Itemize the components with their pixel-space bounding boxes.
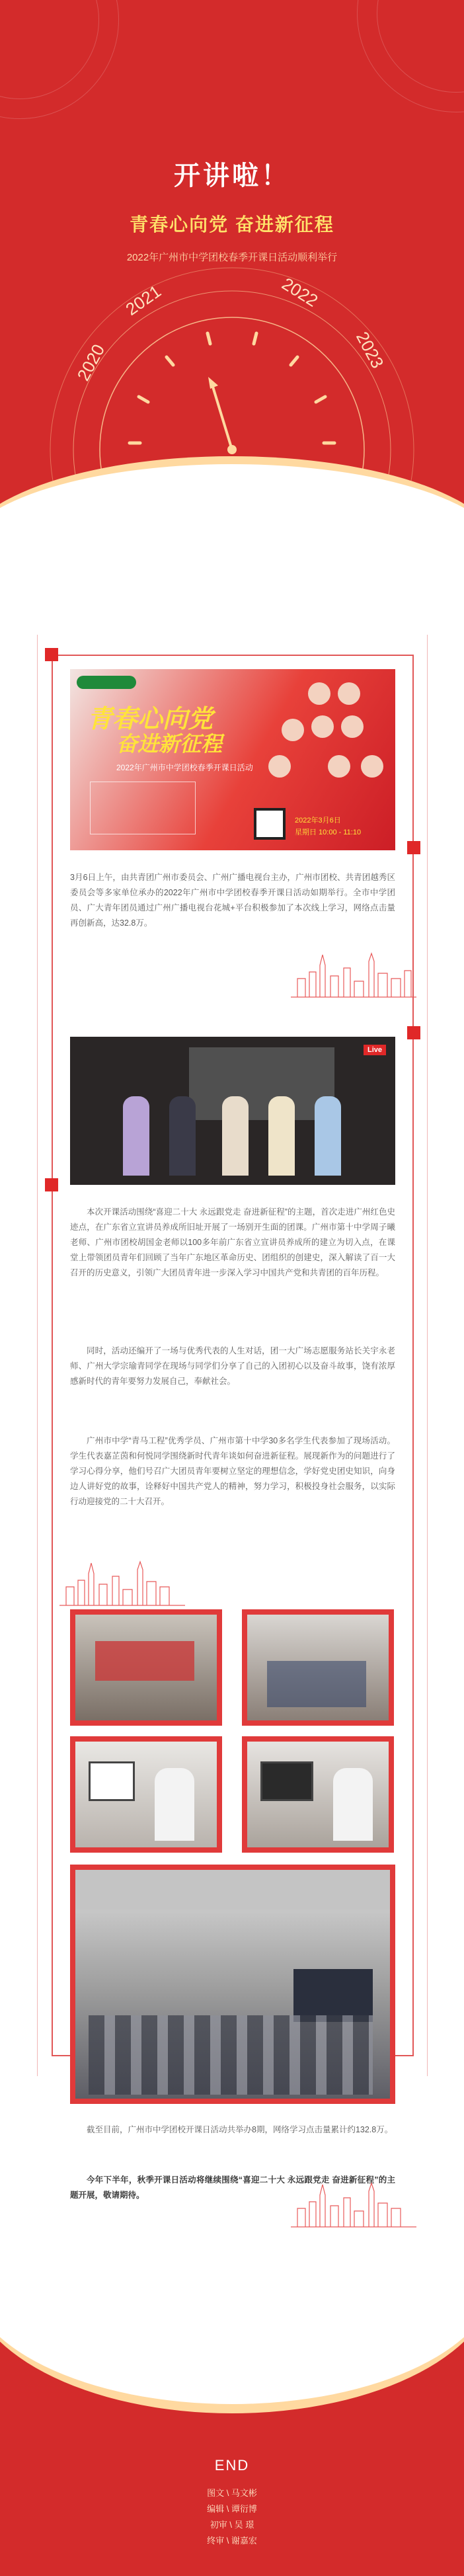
corner-marker [45, 648, 58, 661]
classroom-photo [75, 1615, 217, 1720]
student-computer-photo [247, 1742, 389, 1847]
city-skyline-decoration [291, 952, 416, 998]
poster-list-box [90, 782, 196, 834]
student-computer-photo-frame [70, 1736, 222, 1853]
qr-code [254, 808, 286, 840]
corner-marker [407, 841, 420, 854]
divider-line [427, 635, 428, 2076]
credit-line: 终审 \ 谢嘉宏 [207, 2536, 257, 2546]
poster-time: 星期日 10:00 - 11:10 [295, 828, 362, 836]
credit-line: 图文 \ 马文彬 [207, 2488, 257, 2498]
speaker-figure [315, 1096, 341, 1176]
speaker-portraits [268, 682, 387, 808]
footer-top-arc [0, 2327, 464, 2413]
corner-marker [45, 1178, 58, 1191]
article-paragraph-3: 同时，活动还编开了一场与优秀代表的人生对话，团一大广场志愿服务站长关宇永老师、广州大学宗瑜青同学在现场与同学们分享了自己的入团初心以及奋斗故事，饶有浓厚感新时代的青年要努力发展自己，奉献社会。 [70, 1346, 395, 1386]
lecture-hall-photo-frame [70, 1865, 395, 2104]
credit-line: 编辑 \ 谭衍博 [207, 2504, 257, 2514]
league-logo [77, 676, 136, 689]
live-badge: Live [364, 1045, 386, 1055]
dial-label-2020: 2020 [73, 341, 109, 384]
article-paragraph-6: 今年下半年，秋季开课日活动将继续围绕“喜迎二十大 永远跟党走 奋进新征程”的主题开展，敬请期待。 [70, 2175, 395, 2200]
footer-banner [0, 2327, 464, 2576]
dial-label-2022: 2022 [278, 273, 322, 311]
student-computer-photo [75, 1742, 217, 1847]
classroom-photo [247, 1615, 389, 1720]
classroom-photo-frame [242, 1609, 394, 1726]
lecture-hall-photo [75, 1870, 390, 2099]
city-skyline-decoration [59, 1560, 185, 1607]
speaker-figure [222, 1096, 249, 1176]
city-skyline-decoration [291, 2182, 416, 2228]
page-title: 开讲啦！ [174, 161, 290, 190]
end-marker: END [214, 2457, 250, 2474]
classroom-photo-frame [70, 1609, 222, 1726]
studio-photo [70, 1037, 395, 1185]
poster-title-line1: 青春心向党 [87, 705, 213, 733]
speaker-figure [268, 1096, 295, 1176]
credit-line: 初审 \ 吴 璟 [210, 2520, 254, 2530]
studio-screen [189, 1047, 334, 1120]
student-computer-photo-frame [242, 1736, 394, 1853]
poster-title-line2: 奋进新征程 [116, 732, 223, 756]
speaker-figure [123, 1096, 149, 1176]
event-caption: 2022年广州市中学团校春季开课日活动顺利举行 [126, 252, 338, 263]
speaker-figure [169, 1096, 196, 1176]
poster-subtitle: 2022年广州市中学团校春季开课日活动 [116, 763, 253, 772]
header-banner [0, 0, 464, 516]
dial-label-2021: 2021 [122, 281, 165, 319]
event-poster [70, 669, 395, 850]
dial-label-2023: 2023 [352, 328, 388, 372]
divider-line [37, 635, 38, 2076]
article-paragraph-1: 3月6日上午，由共青团广州市委员会、广州广播电视台主办，广州市团校、共青团越秀区委员会等多家单位承办的2022年广州市中学团校春季开课日活动如期举行。全市中学团员、广大青年团员通过广州广播电视台花城+平台积极参加了本次线上学习，网络点击量再创新高，达32.8万。 [70, 873, 395, 928]
article-paragraph-5: 截至目前，广州市中学团校开课日活动共举办8期，网络学习点击量累计约132.8万。 [87, 2125, 393, 2134]
corner-marker [407, 1026, 420, 1039]
article-paragraph-2: 本次开课活动围绕“喜迎二十大 永远跟党走 奋进新征程”的主题，首次走进广州红色史迹点，在广东省立宣讲员养成所旧址开展了一场别开生面的团课。广州市第十中学周子曦老师、广州市团校胡国金老师以100多年前广东省立宣讲员养成所的建立为切入点，在课堂上带领团员青年们回顾了当年广东地区革命历史、团组织的创建史，深入解读了百一大召开的历史意义，引领广大团员青年进一步深入学习中国共产党和共青团的百年历程。 [70, 1207, 395, 1277]
poster-date: 2022年3月6日 [295, 817, 341, 825]
page-subtitle: 青春心向党 奋进新征程 [130, 214, 334, 235]
dial-needle [213, 387, 232, 450]
article-paragraph-4: 广州市中学“青马工程”优秀学员、广州市第十中学30多名学生代表参加了现场活动。学生代表嘉芷茵和何悦同学围绕新时代青年谈如何奋进新征程。展现新作为的问题进行了学习心得分享，他们号召广大团员青年要树立坚定的理想信念，学好党史团史知识，向身边人讲好党的故事，诠释好中国共产党人的精神，努力学习，积极投身社会服务，以实际行动迎接党的二十大召开。 [70, 1436, 395, 1506]
